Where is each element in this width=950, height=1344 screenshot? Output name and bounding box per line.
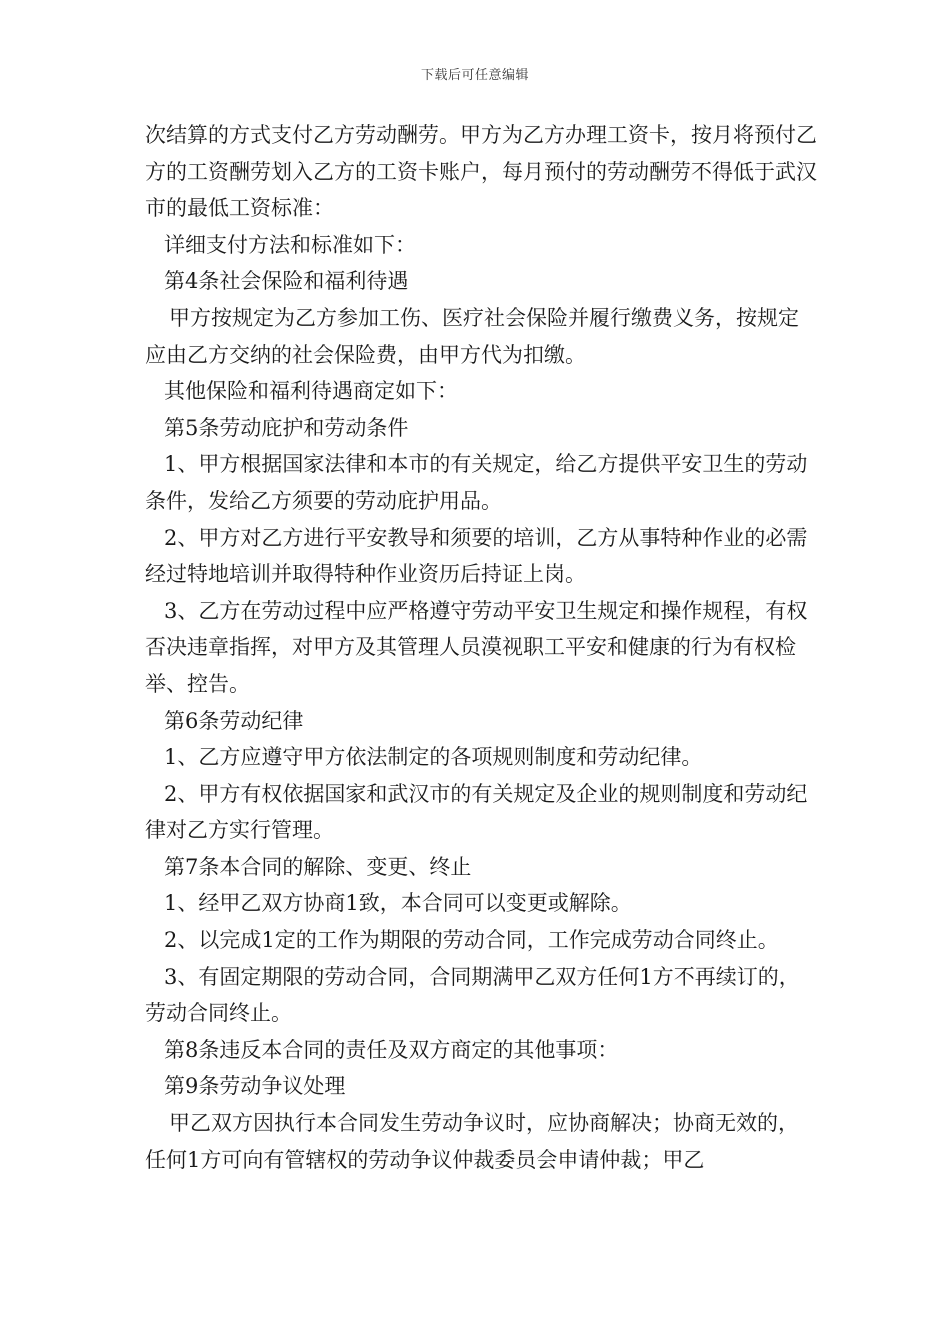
list-item: 2、甲方有权依据国家和武汉市的有关规定及企业的规则制度和劳动纪律对乙方实行管理。: [145, 781, 808, 843]
section-heading: 第5条劳动庇护和劳动条件: [164, 415, 409, 440]
paragraph: 详细支付方法和标准如下：: [164, 232, 416, 257]
document-body: [145, 117, 817, 1178]
paragraph: 其他保险和福利待遇商定如下：: [164, 379, 458, 404]
section-heading: 第4条社会保险和福利待遇: [164, 269, 409, 294]
list-item: 1、经甲乙双方协商1致，本合同可以变更或解除。: [164, 891, 632, 916]
paragraph: 次结算的方式支付乙方劳动酬劳。甲方为乙方办理工资卡，按月将预付乙方的工资酬劳划入乙方的工资卡账户，每月预付的劳动酬劳不得低于武汉市的最低工资标准：: [145, 123, 817, 221]
section-heading: 第9条劳动争议处理: [164, 1074, 346, 1099]
paragraph: 甲方按规定为乙方参加工伤、医疗社会保险并履行缴费义务，按规定应由乙方交纳的社会保险费，由甲方代为扣缴。: [145, 305, 799, 367]
section-heading: 第8条违反本合同的责任及双方商定的其他事项：: [164, 1037, 619, 1062]
paragraph: 甲乙双方因执行本合同发生劳动争议时，应协商解决；协商无效的，任何1方可向有管辖权的劳动争议仲裁委员会申请仲裁；甲乙: [145, 1111, 799, 1172]
section-heading: 第7条本合同的解除、变更、终止: [164, 854, 472, 879]
list-item: 2、甲方对乙方进行平安教导和须要的培训，乙方从事特种作业的必需经过特地培训并取得特种作业资历后持证上岗。: [145, 525, 808, 587]
list-item: 1、乙方应遵守甲方依法制定的各项规则制度和劳动纪律。: [164, 745, 703, 770]
list-item: 3、乙方在劳动过程中应严格遵守劳动平安卫生规定和操作规程，有权否决违章指挥，对甲方及其管理人员漠视职工平安和健康的行为有权检举、控告。: [145, 598, 808, 696]
page-header: 下载后可任意编辑: [420, 68, 529, 83]
list-item: 2、以完成1定的工作为期限的劳动合同，工作完成劳动合同终止。: [164, 928, 779, 953]
list-item: 1、甲方根据国家法律和本市的有关规定，给乙方提供平安卫生的劳动条件，发给乙方须要的劳动庇护用品。: [145, 452, 808, 513]
list-item: 3、有固定期限的劳动合同，合同期满甲乙双方任何1方不再续订的，劳动合同终止。: [145, 964, 800, 1026]
section-heading: 第6条劳动纪律: [164, 708, 304, 733]
